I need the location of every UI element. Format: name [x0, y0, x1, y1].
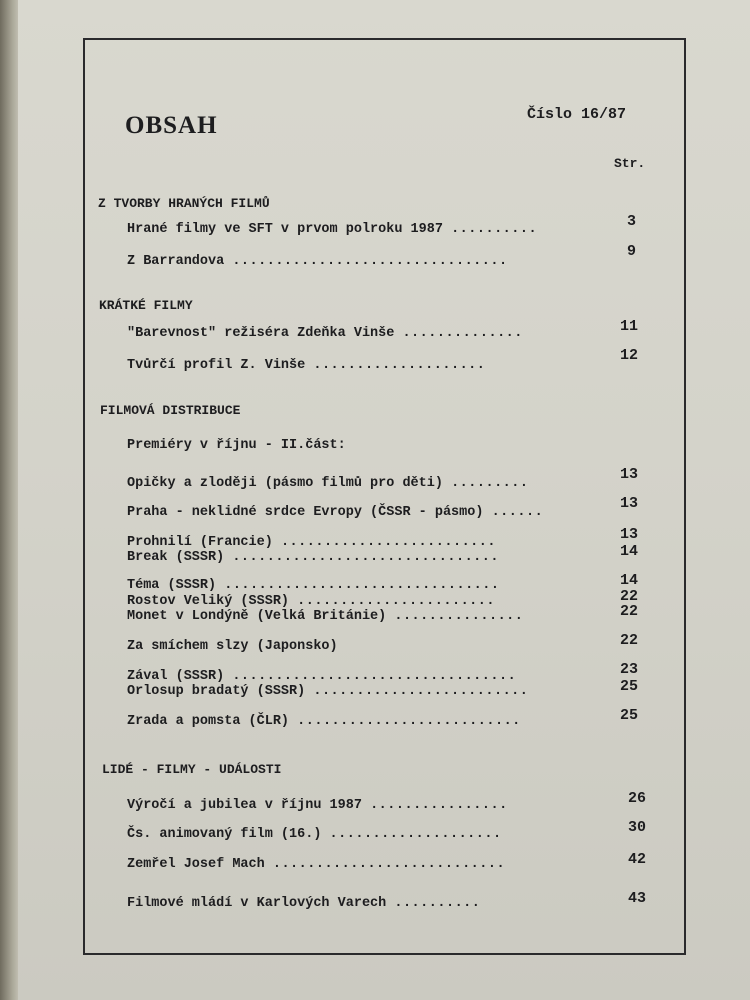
- page-column-label: Str.: [614, 156, 646, 171]
- entry-page: 25: [619, 678, 638, 695]
- toc-entry[interactable]: [127, 476, 528, 491]
- entry-title: Čs. animovaný film (16.): [127, 827, 322, 842]
- entry-title: Zrada a pomsta (ČLR): [127, 714, 290, 729]
- leader-dots: ...............: [394, 609, 524, 624]
- entry-title: Orlosup bradatý (SSSR): [127, 684, 306, 699]
- leader-dots: .........................: [280, 535, 496, 550]
- entry-page: 30: [627, 819, 646, 836]
- leader-dots: .......................: [297, 594, 495, 609]
- leader-dots: ................: [370, 798, 508, 813]
- toc-entry[interactable]: [127, 857, 505, 872]
- subheading: Premiéry v říjnu - II.část:: [127, 438, 346, 453]
- entry-title: Break (SSSR): [127, 550, 225, 565]
- leader-dots: ..........: [394, 896, 481, 911]
- entry-title: Zemřel Josef Mach: [127, 857, 265, 872]
- leader-dots: ................................: [232, 254, 508, 269]
- entry-title: Výročí a jubilea v říjnu 1987: [127, 798, 362, 813]
- toc-entry[interactable]: [127, 609, 523, 624]
- entry-page: 22: [619, 632, 638, 649]
- toc-entry[interactable]: [127, 505, 543, 520]
- entry-page: 13: [619, 526, 638, 543]
- entry-title: Prohnilí (Francie): [127, 535, 273, 550]
- leader-dots: .................................: [232, 669, 517, 684]
- entry-title: Tvůrčí profil Z. Vinše: [127, 358, 306, 373]
- toc-entry[interactable]: [127, 550, 499, 565]
- entry-page: 3: [626, 213, 636, 230]
- entry-page: 43: [627, 890, 646, 907]
- entry-page: 22: [619, 588, 638, 605]
- toc-entry[interactable]: [127, 684, 528, 699]
- entry-page: 13: [619, 466, 638, 483]
- entry-page: 26: [627, 790, 646, 807]
- leader-dots: ...........................: [272, 857, 506, 872]
- entry-page: 14: [619, 543, 638, 560]
- toc-entry[interactable]: [127, 326, 523, 341]
- toc-entry[interactable]: [127, 639, 338, 654]
- section-heading: FILMOVÁ DISTRIBUCE: [100, 403, 241, 418]
- leader-dots: .........: [451, 476, 529, 491]
- entry-page: 42: [627, 851, 646, 868]
- leader-dots: ....................: [313, 358, 486, 373]
- toc-entry[interactable]: [127, 535, 496, 550]
- entry-page: 25: [619, 707, 638, 724]
- toc-entry[interactable]: [127, 578, 499, 593]
- section-heading: KRÁTKÉ FILMY: [99, 298, 193, 313]
- leader-dots: ................................: [224, 578, 500, 593]
- contents-frame: [83, 38, 686, 955]
- entry-title: Praha - neklidné srdce Evropy (ČSSR - pásmo): [127, 505, 484, 520]
- issue-number: Číslo 16/87: [527, 106, 627, 123]
- entry-title: "Barevnost" režiséra Zdeňka Vinše: [127, 326, 395, 341]
- entry-page: 23: [619, 661, 638, 678]
- leader-dots: ..........................: [297, 714, 521, 729]
- entry-page: 12: [619, 347, 638, 364]
- leader-dots: ..........: [451, 222, 538, 237]
- toc-entry[interactable]: [127, 358, 485, 373]
- leader-dots: ....................: [329, 827, 502, 842]
- toc-entry[interactable]: [127, 669, 516, 684]
- entry-title: Za smíchem slzy (Japonsko): [127, 639, 338, 654]
- entry-title: Zával (SSSR): [127, 669, 225, 684]
- toc-entry[interactable]: [127, 714, 521, 729]
- entry-page: 13: [619, 495, 638, 512]
- entry-title: Opičky a zloději (pásmo filmů pro děti): [127, 476, 443, 491]
- entry-page: 14: [619, 572, 638, 589]
- toc-entry[interactable]: [127, 254, 508, 269]
- toc-entry[interactable]: [127, 594, 495, 609]
- leader-dots: ...............................: [232, 550, 499, 565]
- entry-title: Hrané filmy ve SFT v prvom polroku 1987: [127, 222, 443, 237]
- toc-entry[interactable]: [127, 798, 508, 813]
- leader-dots: ......: [491, 505, 544, 520]
- entry-page: 22: [619, 603, 638, 620]
- entry-title: Filmové mládí v Karlových Varech: [127, 896, 387, 911]
- entry-title: Monet v Londýně (Velká Británie): [127, 609, 387, 624]
- entry-title: Téma (SSSR): [127, 578, 217, 593]
- entry-title: Rostov Veliký (SSSR): [127, 594, 290, 609]
- entry-page: 11: [619, 318, 638, 335]
- toc-entry[interactable]: [127, 827, 502, 842]
- leader-dots: .........................: [313, 684, 529, 699]
- leader-dots: ..............: [402, 326, 523, 341]
- section-heading: Z TVORBY HRANÝCH FILMŮ: [98, 196, 270, 211]
- entry-title: Z Barrandova: [127, 254, 225, 269]
- toc-entry[interactable]: [127, 222, 537, 237]
- page-title: OBSAH: [125, 112, 218, 139]
- entry-page: 9: [626, 243, 636, 260]
- section-heading: LIDÉ - FILMY - UDÁLOSTI: [102, 762, 282, 777]
- toc-entry[interactable]: [127, 896, 480, 911]
